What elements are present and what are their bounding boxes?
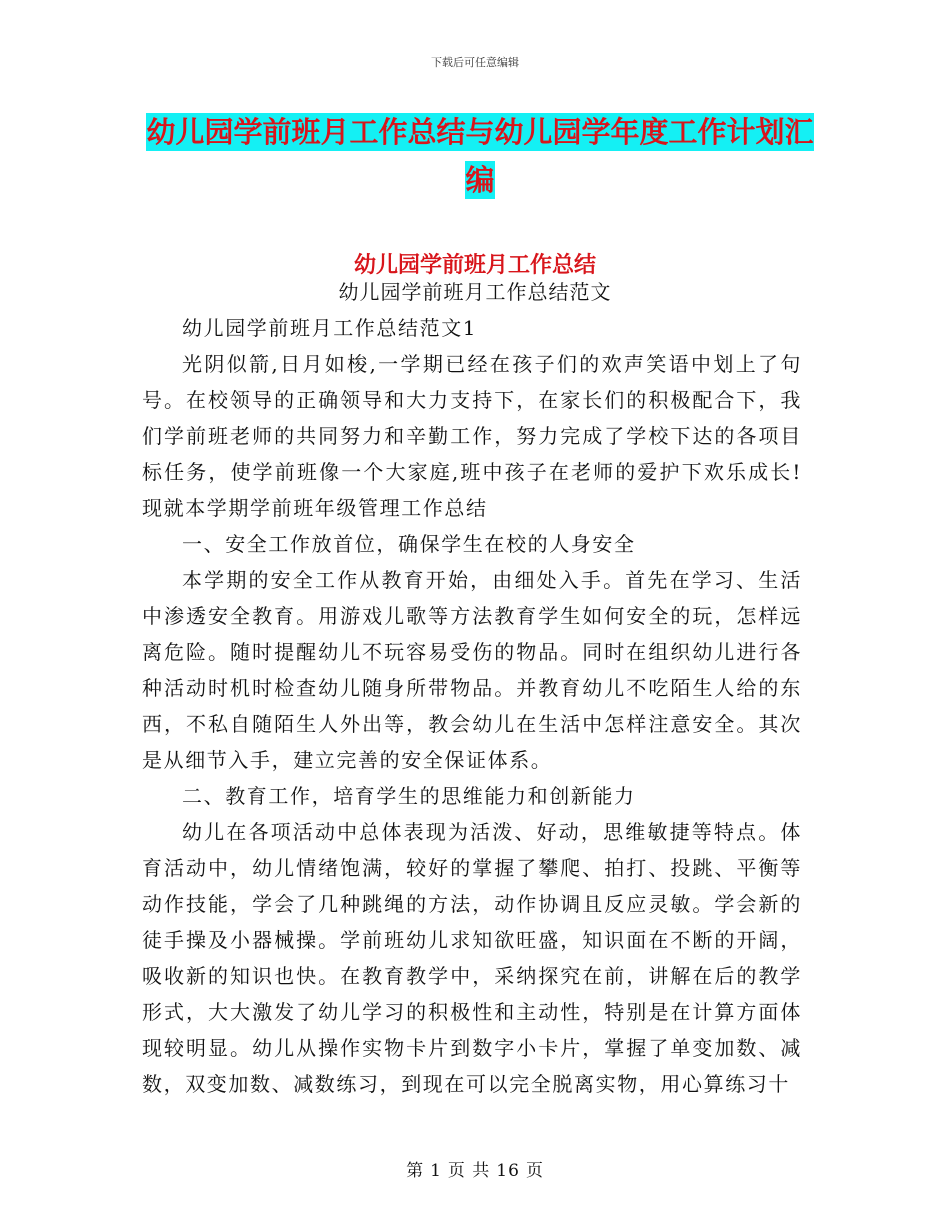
- paragraph-intro: 光阴似箭,日月如梭,一学期已经在孩子们的欢声笑语中划上了句号。在校领导的正确领导和大力支持下，在家长们的积极配合下，我们学前班老师的共同努力和辛勤工作，努力完成了学校下达的各项目标任务，使学前班像一个大家庭,班中孩子在老师的爱护下欢乐成长!现就本学期学前班年级管理工作总结: [142, 352, 802, 520]
- paragraph-education: 幼儿在各项活动中总体表现为活泼、好动，思维敏捷等特点。体育活动中，幼儿情绪饱满，较好的掌握了攀爬、拍打、投跳、平衡等动作技能，学会了几种跳绳的方法，动作协调且反应灵敏。学会新的徒手操及小器械操。学前班幼儿求知欲旺盛，知识面在不断的开阔，吸收新的知识也快。在教育教学中，采纳探究在前，讲解在后的教学形式，大大激发了幼儿学习的积极性和主动性，特别是在计算方面体现较明显。幼儿从操作实物卡片到数字小卡片，掌握了单变加数、减数，双变加数、减数练习，到现在可以完全脱离实物，用心算练习十: [142, 820, 802, 1096]
- footer-suffix: 页: [525, 1161, 544, 1181]
- paragraph-heading-1: 幼儿园学前班月工作总结范文1: [182, 316, 478, 340]
- footer-page-number: 1: [430, 1161, 442, 1181]
- paragraph-safety: 本学期的安全工作从教育开始，由细处入手。首先在学习、生活中渗透安全教育。用游戏儿歌等方法教育学生如何安全的玩，怎样远离危险。随时提醒幼儿不玩容易受伤的物品。同时在组织幼儿进行各种活动时机时检查幼儿随身所带物品。并教育幼儿不吃陌生人给的东西，不私自随陌生人外出等，教会幼儿在生活中怎样注意安全。其次是从细节入手，建立完善的安全保证体系。: [142, 568, 802, 772]
- footer-middle: 页 共: [447, 1161, 491, 1181]
- section-title: 幼儿园学前班月工作总结: [353, 252, 596, 278]
- main-title-text: 幼儿园学前班月工作总结与幼儿园学年度工作计划汇编: [146, 115, 814, 197]
- footer-prefix: 第: [406, 1161, 425, 1181]
- paragraph-heading-education: 二、教育工作，培育学生的思维能力和创新能力: [182, 784, 636, 808]
- document-main-title: [140, 108, 820, 204]
- document-body: [142, 310, 802, 1102]
- page-footer: [0, 1156, 950, 1181]
- footer-total-pages: 16: [496, 1161, 520, 1181]
- paragraph-heading-safety: 一、安全工作放首位，确保学生在校的人身安全: [182, 532, 636, 556]
- page-header-note: 下载后可任意编辑: [431, 56, 519, 69]
- section-subtitle: 幼儿园学前班月工作总结范文: [338, 280, 612, 304]
